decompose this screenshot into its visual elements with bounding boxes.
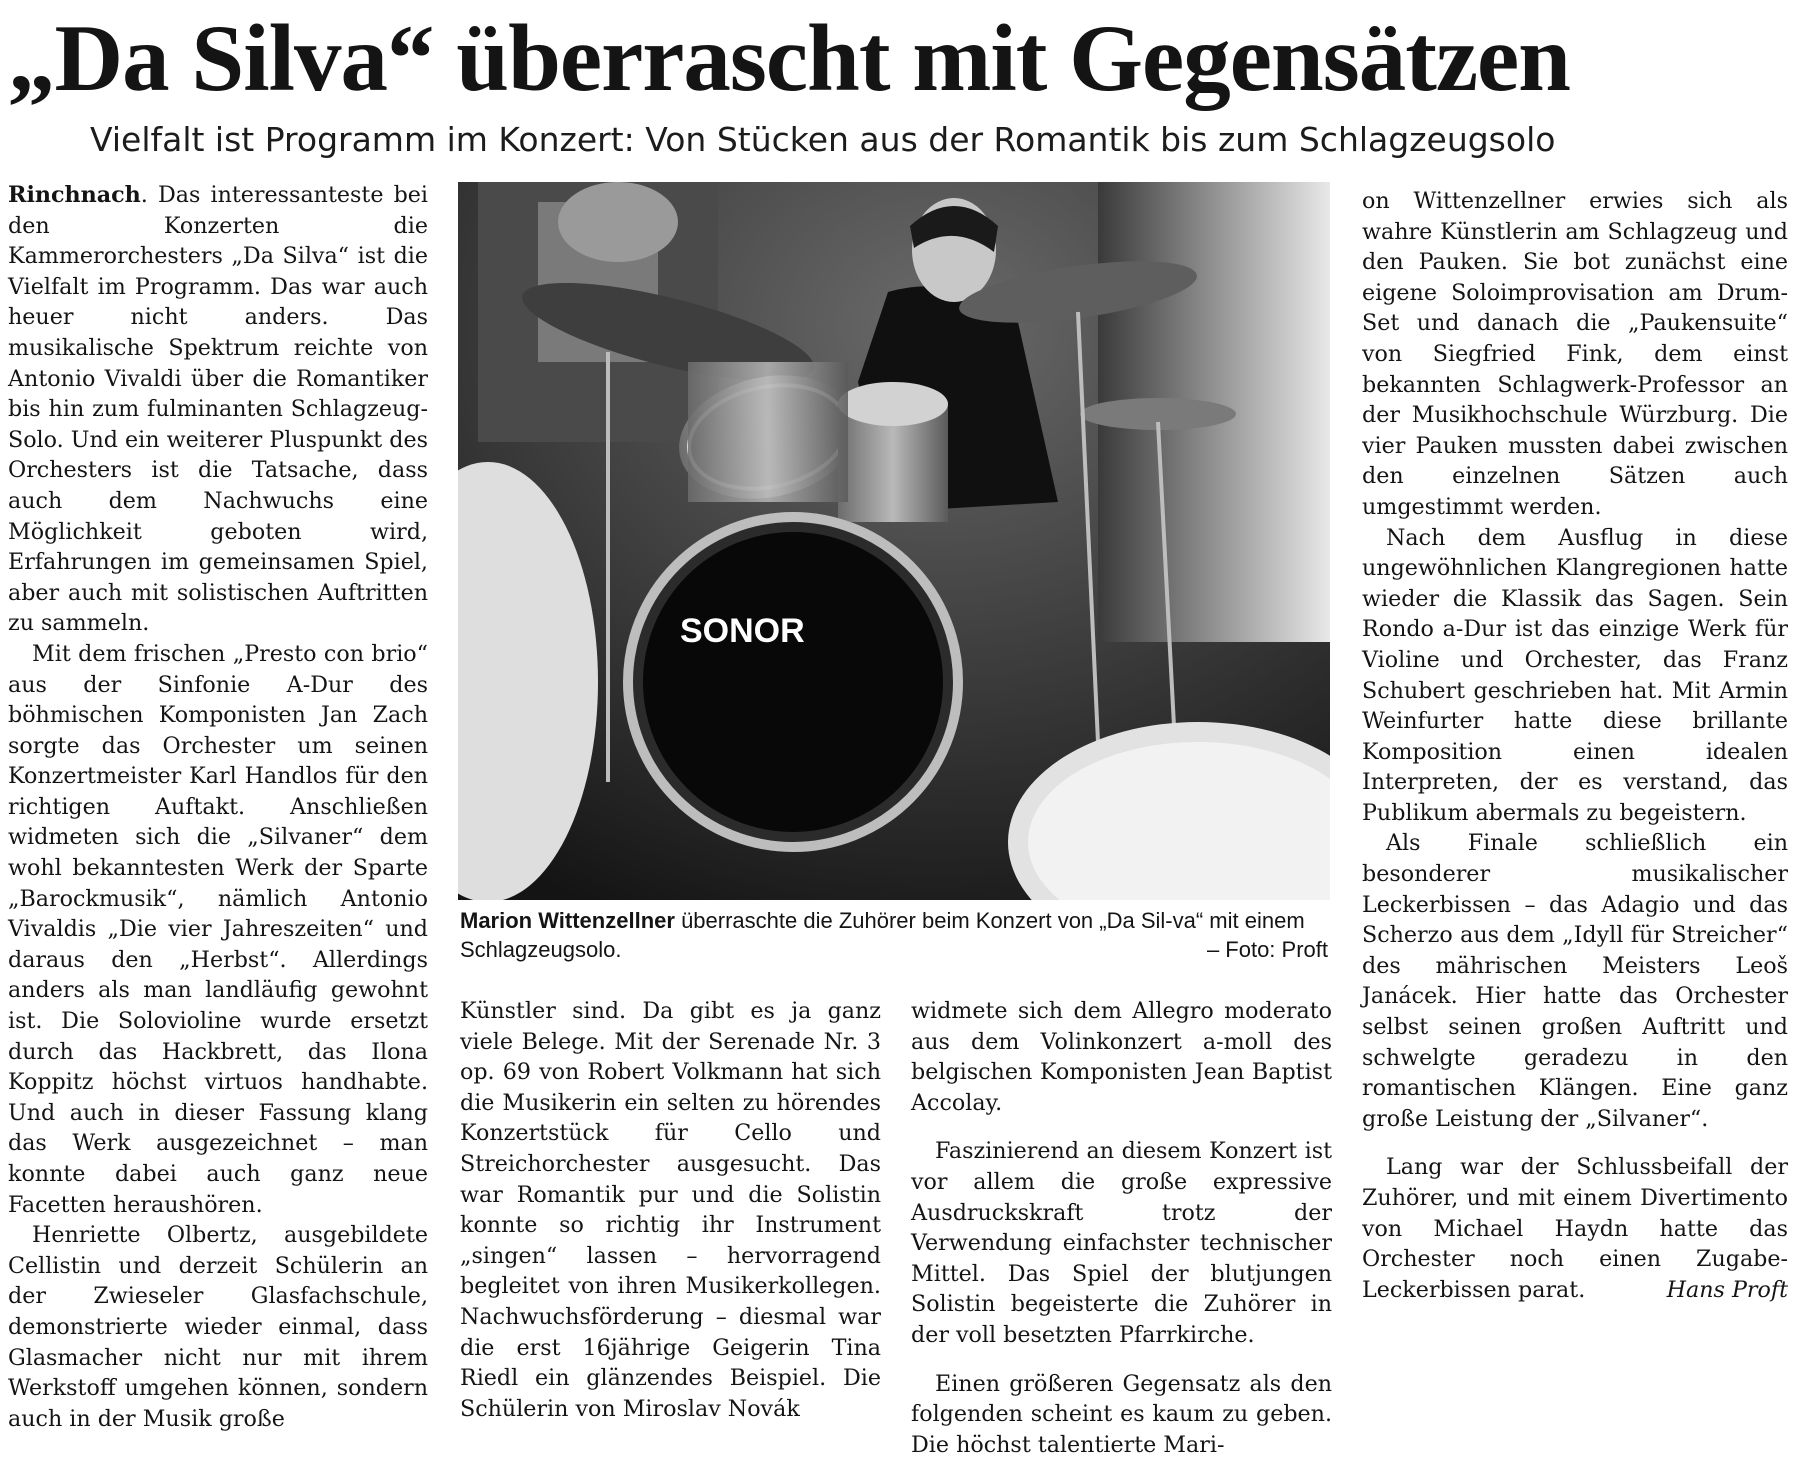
paragraph-text: . Das interessanteste bei den Konzerten die Kammerorchesters „Da Silva“ ist die Vielfalt im Programm. Das war auch heuer nicht anders. Das musikalische Spektrum reichte von Antonio Vivaldi über die Romantiker bis hin zum fulminanten Schlagzeug-Solo. Und ein weiterer Pluspunkt des Orchesters ist die Tatsache, dass auch dem Nachwuchs eine Möglichkeit geboten wird, Erfahrungen im gemeinsamen Spiel, aber auch mit solistischen Auftritten zu sammeln.: [8, 182, 428, 637]
paragraph: Als Finale schließlich ein besonderer musikalischer Leckerbissen – das Adagio und das Scherzo aus dem „Idyll für Streicher“ des mährischen Meisters Leoš Janácek. Hier hatte das Orchester selbst seinen großen Auftritt und schwelgte geradezu in den romantischen Klängen. Eine ganz große Leistung der „Silvaner“.: [1362, 830, 1788, 1132]
article-column-1: [8, 180, 428, 1434]
paragraph: widmete sich dem Allegro moderato aus dem Volinkonzert a-moll des belgischen Komponisten Jean Baptist Accolay.: [911, 998, 1332, 1116]
subheadline: Vielfalt ist Programm im Konzert: Von Stücken aus der Romantik bis zum Schlagzeugsolo: [90, 120, 1556, 159]
headline: „Da Silva“ überrascht mit Gegensätzen: [8, 5, 1570, 111]
paragraph: on Wittenzellner erwies sich als wahre Künstlerin am Schlagzeug und den Pauken. Sie bot zunächst eine eigene Soloimprovisation am Drum-Set und danach die „Paukensuite“ von Siegfried Fink, dem einst bekannten Schlagwerk-Professor an der Musikhochschule Würzburg. Die vier Pauken mussten dabei zwischen den einzelnen Sätzen auch umgestimmt werden.: [1362, 188, 1788, 520]
article-column-2: [460, 996, 881, 1424]
photo-brand-text: SONOR: [680, 612, 805, 650]
paragraph: Henriette Olbertz, ausgebildete Cellistin und derzeit Schülerin an der Zwieseler Glasfachschule, demonstrierte wieder einmal, dass Glasmacher nicht nur mit ihrem Werkstoff umgehen können, sondern auch in der Musik große: [8, 1222, 428, 1432]
photo-credit: – Foto: Proft: [1206, 937, 1328, 962]
paragraph: [8, 180, 428, 639]
caption-name: Marion Wittenzellner: [460, 908, 675, 933]
paragraph: Einen größeren Gegensatz als den folgenden scheint es kaum zu geben. Die höchst talentierte Mari-: [911, 1370, 1332, 1458]
paragraph: Künstler sind. Da gibt es ja ganz viele Belege. Mit der Serenade Nr. 3 op. 69 von Robert Volkmann hat sich die Musikerin ein selten zu hörendes Konzertstück für Cello und Streichorchester ausgesucht. Das war Romantik pur und die Solistin konnte so richtig ihr Instrument „singen“ lassen – hervorragend begleitet von ihren Musikerkollegen. Nachwuchsförderung – diesmal war die erst 16jährige Geigerin Tina Riedl ein glänzendes Beispiel. Die Schülerin von Miroslav Novák: [460, 998, 881, 1422]
paragraph: [1362, 1152, 1788, 1305]
dateline: Rinchnach: [8, 182, 141, 208]
author-name: Hans Proft: [1666, 1276, 1788, 1303]
caption-text: überraschte die Zuhörer beim Konzert von „Da Sil-va“ mit einem Schlagzeugsolo.: [460, 908, 1305, 962]
paragraph: Faszinierend an diesem Konzert ist vor allem die große expressive Ausdruckskraft trotz der Verwendung einfachster technischer Mittel. Das Spiel der blutjungen Solistin begeisterte die Zuhörer in der voll besetzten Pfarrkirche.: [911, 1138, 1332, 1348]
photo-drummer: [458, 182, 1330, 900]
paragraph-text: Lang war der Schlussbeifall der Zuhörer, und mit einem Divertimento von Michael Haydn hatte das Orchester noch einen Zugabe-Leckerbissen parat.: [1362, 1154, 1788, 1303]
paragraph: Nach dem Ausflug in diese ungewöhnlichen Klangregionen hatte wieder die Klassik das Sagen. Sein Rondo a-Dur ist das einzige Werk für Violine und Orchester, das Franz Schubert geschrieben hat. Mit Armin Weinfurter hatte diese brillante Komposition einen idealen Interpreten, der es verstand, das Publikum abermals zu begeistern.: [1362, 524, 1788, 826]
paragraph: Mit dem frischen „Presto con brio“ aus der Sinfonie A-Dur des böhmischen Komponisten Jan Zach sorgte das Orchester um seinen Konzertmeister Karl Handlos für den richtigen Auftakt. Anschließen widmeten sich die „Silvaner“ dem wohl bekanntesten Werk der Sparte „Barockmusik“, nämlich Antonio Vivaldis „Die vier Jahreszeiten“ und daraus den „Herbst“. Allerdings anders als man landläufig gewohnt ist. Die Solovioline wurde ersetzt durch das Hackbrett, das Ilona Koppitz höchst virtuos handhabte. Und auch in dieser Fassung klang das Werk ausgezeichnet – man konnte dabei auch ganz neue Facetten heraushören.: [8, 640, 428, 1218]
article-column-4: [1362, 186, 1788, 1305]
photo-caption: [460, 906, 1328, 964]
article-column-3: [911, 996, 1332, 1460]
